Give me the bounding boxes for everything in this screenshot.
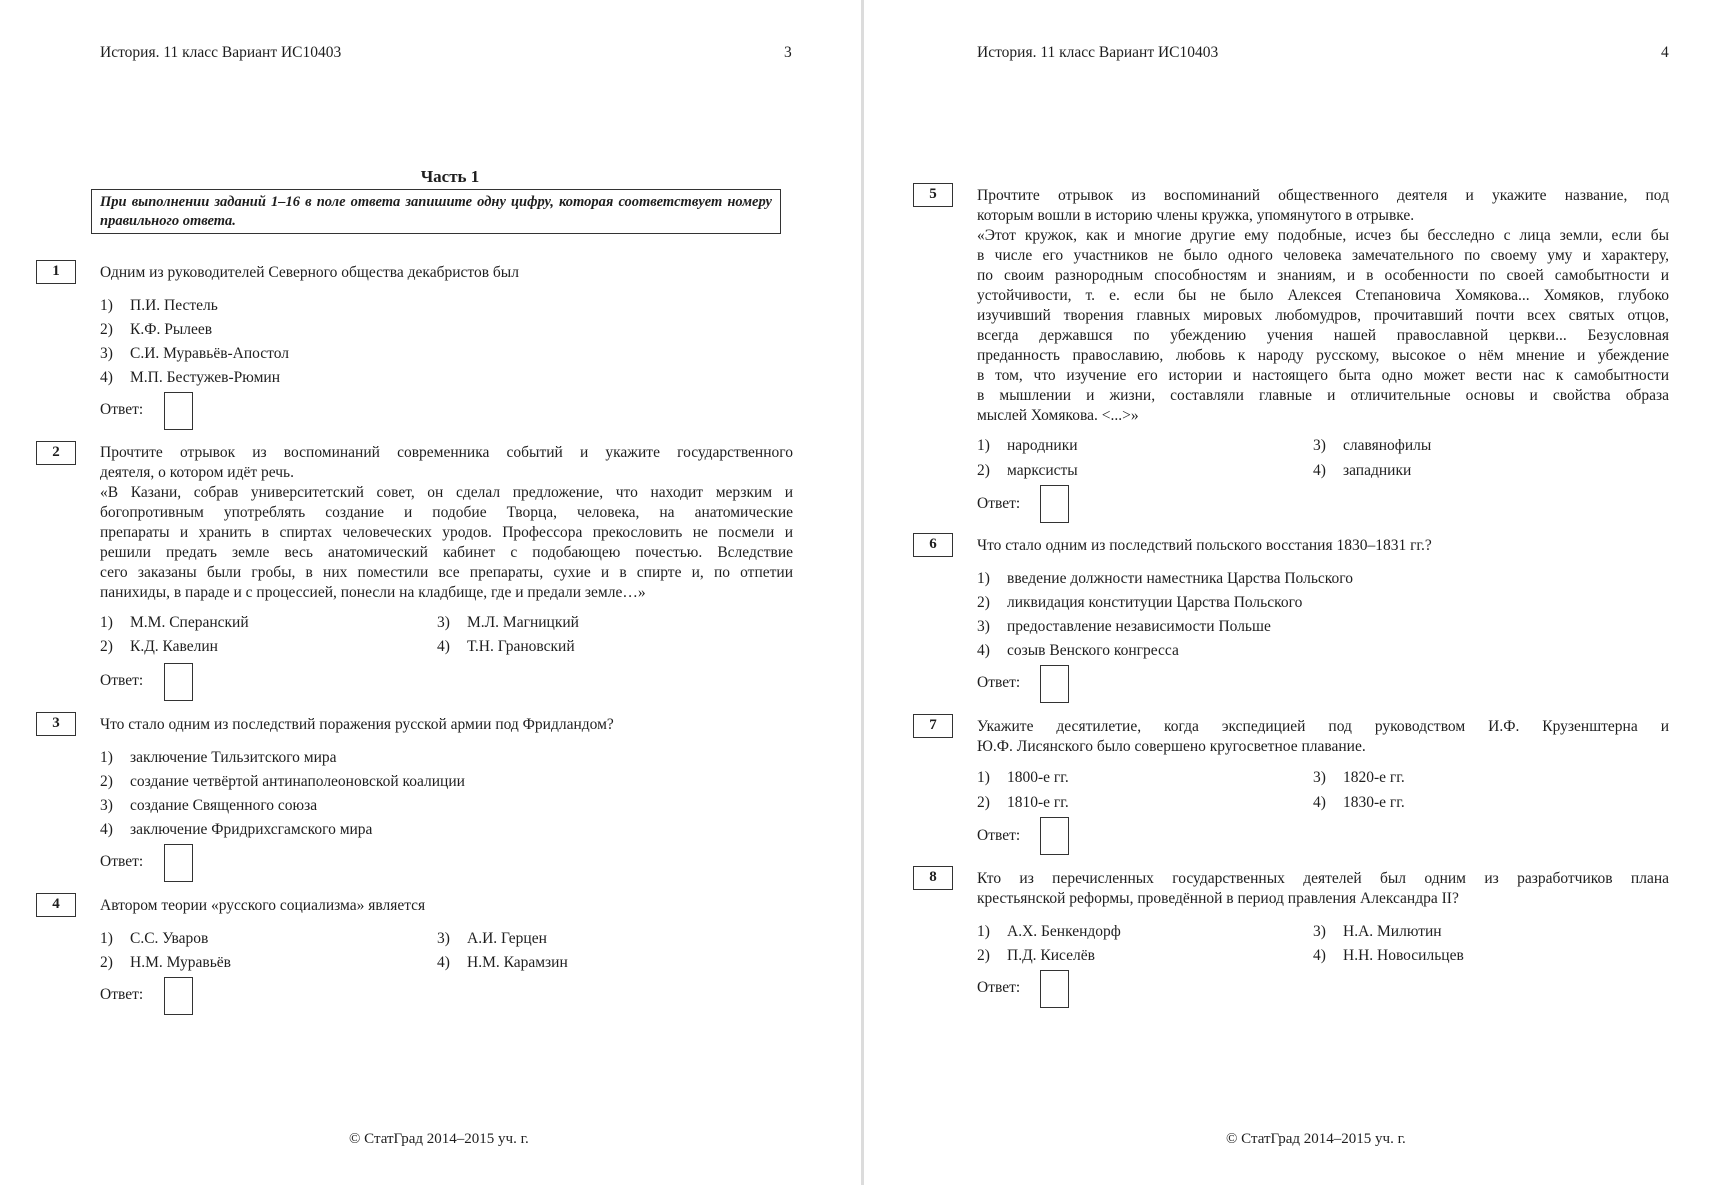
right-page-header: История. 11 класс Вариант ИС10403 bbox=[977, 44, 1219, 61]
q7-answer-box[interactable] bbox=[1040, 817, 1069, 855]
option-label: С.И. Муравьёв-Апостол bbox=[130, 345, 290, 362]
q1-answer-label: Ответ: bbox=[100, 401, 144, 418]
question-5-line: изучивший творения главных мировых любомудров, прочитавший почти всех святых отцов, bbox=[977, 307, 1669, 324]
q2-option-3[interactable] bbox=[437, 614, 579, 632]
q4-option-3[interactable] bbox=[437, 930, 547, 948]
option-number: 4) bbox=[437, 638, 450, 655]
option-number: 1) bbox=[100, 297, 113, 314]
q5-answer-box[interactable] bbox=[1040, 485, 1069, 523]
q2-option-2[interactable] bbox=[100, 638, 218, 656]
option-label: К.Ф. Рылеев bbox=[130, 321, 213, 338]
question-number-4: 4 bbox=[36, 893, 76, 917]
question-number-8: 8 bbox=[913, 866, 953, 890]
option-label: славянофилы bbox=[1343, 437, 1432, 454]
question-2-line: Прочтите отрывок из воспоминаний современника событий и укажите государственного bbox=[100, 444, 793, 461]
option-number: 3) bbox=[1313, 923, 1326, 940]
question-5-line: устойчивости, т. е. если бы не было Алексея Степановича Хомякова... Хомяков, глубоко bbox=[977, 287, 1669, 304]
question-5-line: Прочтите отрывок из воспоминаний общественного деятеля и укажите название, под bbox=[977, 187, 1669, 204]
option-number: 2) bbox=[977, 462, 990, 479]
q7-answer-label: Ответ: bbox=[977, 827, 1021, 844]
option-label: созыв Венского конгресса bbox=[1007, 642, 1179, 659]
question-5-line: которым вошли в историю члены кружка, упомянутого в отрывке. bbox=[977, 207, 1415, 224]
question-1-text bbox=[100, 263, 790, 283]
q8-answer-box[interactable] bbox=[1040, 970, 1069, 1008]
q6-option-2[interactable] bbox=[977, 594, 1302, 612]
option-label: марксисты bbox=[1007, 462, 1078, 479]
question-2-line: богопротивным употреблять создание и подобие Творца, человека, на анатомические bbox=[100, 504, 793, 521]
q4-answer-label: Ответ: bbox=[100, 986, 144, 1003]
question-number-5: 5 bbox=[913, 183, 953, 207]
instruction-box: При выполнении заданий 1–16 в поле ответа запишите одну цифру, которая соответствует номеру правильного ответа. bbox=[91, 189, 781, 234]
option-number: 3) bbox=[437, 930, 450, 947]
option-label: 1830-е гг. bbox=[1343, 794, 1405, 811]
q2-answer-box[interactable] bbox=[164, 663, 193, 701]
question-5-line: мыслей Хомякова. <...>» bbox=[977, 407, 1139, 424]
question-number-6: 6 bbox=[913, 533, 953, 557]
option-number: 1) bbox=[977, 570, 990, 587]
question-5-line: в мышлении и жизни, составляли главные и отличительные основы и свойства образа bbox=[977, 387, 1669, 404]
option-number: 1) bbox=[100, 749, 113, 766]
option-label: П.И. Пестель bbox=[130, 297, 218, 314]
option-number: 1) bbox=[100, 614, 113, 631]
q2-option-1[interactable] bbox=[100, 614, 249, 632]
q1-answer-box[interactable] bbox=[164, 392, 193, 430]
q3-option-3[interactable] bbox=[100, 797, 317, 815]
option-label: создание Священного союза bbox=[130, 797, 318, 814]
question-5-text bbox=[977, 186, 1669, 426]
q1-option-4[interactable] bbox=[100, 369, 280, 387]
question-1-line: Одним из руководителей Северного общества декабристов был bbox=[100, 264, 519, 281]
option-number: 4) bbox=[1313, 794, 1326, 811]
question-5-line: в числе его участников не было одного человека замечательного по своему уму и характеру, bbox=[977, 247, 1669, 264]
option-number: 4) bbox=[1313, 947, 1326, 964]
q3-option-1[interactable] bbox=[100, 749, 337, 767]
question-5-line: по своим разнородным способностям и знаниям, и в особенности по своей самобытности и bbox=[977, 267, 1669, 284]
question-6-line: Что стало одним из последствий польского восстания 1830–1831 гг.? bbox=[977, 537, 1432, 554]
option-number: 1) bbox=[977, 769, 990, 786]
option-label: 1820-е гг. bbox=[1343, 769, 1405, 786]
option-label: предоставление независимости Польше bbox=[1007, 618, 1271, 635]
q7-option-2[interactable] bbox=[977, 794, 1069, 812]
question-5-line: в том, что изучение его истории и настоящего быта одно может вести нас к самобытности bbox=[977, 367, 1669, 384]
question-5-line: преданность православию, любовь к народу русскому, высокое о нём мнение и убеждение bbox=[977, 347, 1669, 364]
q8-option-3[interactable] bbox=[1313, 923, 1442, 941]
q5-answer-label: Ответ: bbox=[977, 495, 1021, 512]
option-number: 4) bbox=[100, 369, 113, 386]
left-page-number: 3 bbox=[784, 44, 792, 61]
q6-answer-label: Ответ: bbox=[977, 674, 1021, 691]
option-number: 2) bbox=[100, 321, 113, 338]
q1-option-3[interactable] bbox=[100, 345, 289, 363]
question-7-line: Укажите десятилетие, когда экспедицией под руководством И.Ф. Крузенштерна и bbox=[977, 718, 1669, 735]
option-number: 2) bbox=[977, 794, 990, 811]
q7-option-3[interactable] bbox=[1313, 769, 1405, 787]
option-label: К.Д. Кавелин bbox=[130, 638, 218, 655]
option-label: Н.Н. Новосильцев bbox=[1343, 947, 1464, 964]
q4-answer-box[interactable] bbox=[164, 977, 193, 1015]
option-label: заключение Фридрихсгамского мира bbox=[130, 821, 373, 838]
q6-option-1[interactable] bbox=[977, 570, 1353, 588]
option-number: 2) bbox=[977, 594, 990, 611]
option-label: Н.М. Муравьёв bbox=[130, 954, 231, 971]
option-label: Н.А. Милютин bbox=[1343, 923, 1442, 940]
q1-option-1[interactable] bbox=[100, 297, 218, 315]
question-4-line: Автором теории «русского социализма» является bbox=[100, 897, 426, 914]
q4-option-2[interactable] bbox=[100, 954, 231, 972]
q3-option-4[interactable] bbox=[100, 821, 372, 839]
question-3-line: Что стало одним из последствий поражения русской армии под Фридландом? bbox=[100, 716, 614, 733]
option-label: народники bbox=[1007, 437, 1078, 454]
q4-option-1[interactable] bbox=[100, 930, 208, 948]
q8-option-2[interactable] bbox=[977, 947, 1095, 965]
option-label: создание четвёртой антинаполеоновской коалиции bbox=[130, 773, 465, 790]
right-page-footer: © СтатГрад 2014–2015 уч. г. bbox=[1226, 1131, 1406, 1147]
q7-option-1[interactable] bbox=[977, 769, 1069, 787]
option-number: 1) bbox=[977, 437, 990, 454]
option-label: заключение Тильзитского мира bbox=[130, 749, 337, 766]
option-number: 3) bbox=[437, 614, 450, 631]
question-2-line: решили предать земле весь анатомический кабинет с подобающею почестью. Вследствие bbox=[100, 544, 793, 561]
question-3-text bbox=[100, 715, 790, 735]
q8-answer-label: Ответ: bbox=[977, 979, 1021, 996]
option-number: 1) bbox=[977, 923, 990, 940]
q6-answer-box[interactable] bbox=[1040, 665, 1069, 703]
option-label: Т.Н. Грановский bbox=[467, 638, 575, 655]
option-number: 2) bbox=[100, 773, 113, 790]
question-5-line: «Этот кружок, как и многие другие ему подобные, исчез бы бесследно с лица земли, если бы bbox=[977, 227, 1669, 244]
q5-option-3[interactable] bbox=[1313, 437, 1431, 455]
option-number: 2) bbox=[100, 638, 113, 655]
option-number: 4) bbox=[977, 642, 990, 659]
option-label: А.И. Герцен bbox=[467, 930, 547, 947]
option-label: А.Х. Бенкендорф bbox=[1007, 923, 1121, 940]
page-divider bbox=[861, 0, 864, 1185]
q3-option-2[interactable] bbox=[100, 773, 465, 791]
option-label: 1800-е гг. bbox=[1007, 769, 1069, 786]
q2-answer-label: Ответ: bbox=[100, 672, 144, 689]
option-label: западники bbox=[1343, 462, 1412, 479]
question-2-line: препараты и хранить в спиртах человеческих уродов. Профессора прекословить не посмели и bbox=[100, 524, 793, 541]
q5-option-4[interactable] bbox=[1313, 462, 1411, 480]
option-number: 3) bbox=[1313, 769, 1326, 786]
question-number-2: 2 bbox=[36, 441, 76, 465]
question-2-line: «В Казани, собрав университетский совет, он сделал предложение, что находит мерзким и bbox=[100, 484, 793, 501]
option-number: 2) bbox=[977, 947, 990, 964]
question-8-line: Кто из перечисленных государственных деятелей был одним из разработчиков плана bbox=[977, 870, 1669, 887]
option-number: 4) bbox=[1313, 462, 1326, 479]
option-label: Н.М. Карамзин bbox=[467, 954, 568, 971]
question-number-1: 1 bbox=[36, 260, 76, 284]
part-title: Часть 1 bbox=[420, 167, 480, 186]
q7-option-4[interactable] bbox=[1313, 794, 1405, 812]
question-8-text bbox=[977, 869, 1669, 909]
option-label: М.П. Бестужев-Рюмин bbox=[130, 369, 281, 386]
option-label: введение должности наместника Царства Польского bbox=[1007, 570, 1353, 587]
question-8-line: крестьянской реформы, проведённой в период правления Александра II? bbox=[977, 890, 1459, 907]
option-number: 1) bbox=[100, 930, 113, 947]
q5-option-1[interactable] bbox=[977, 437, 1078, 455]
q3-answer-label: Ответ: bbox=[100, 853, 144, 870]
option-label: М.Л. Магницкий bbox=[467, 614, 579, 631]
option-label: 1810-е гг. bbox=[1007, 794, 1069, 811]
q5-option-2[interactable] bbox=[977, 462, 1078, 480]
option-number: 3) bbox=[100, 345, 113, 362]
q8-option-4[interactable] bbox=[1313, 947, 1464, 965]
q3-answer-box[interactable] bbox=[164, 844, 193, 882]
option-number: 3) bbox=[100, 797, 113, 814]
question-7-text bbox=[977, 717, 1669, 757]
question-2-text bbox=[100, 443, 793, 603]
option-label: С.С. Уваров bbox=[130, 930, 209, 947]
left-page-footer: © СтатГрад 2014–2015 уч. г. bbox=[349, 1131, 529, 1147]
question-2-line: панихиды, в параде и с процессией, понесли на кладбище, где и предали земле…» bbox=[100, 584, 646, 601]
question-number-3: 3 bbox=[36, 712, 76, 736]
option-number: 4) bbox=[100, 821, 113, 838]
option-number: 2) bbox=[100, 954, 113, 971]
question-2-line: деятеля, о котором идёт речь. bbox=[100, 464, 294, 481]
q8-option-1[interactable] bbox=[977, 923, 1121, 941]
question-6-text bbox=[977, 536, 1669, 556]
q4-option-4[interactable] bbox=[437, 954, 568, 972]
option-number: 4) bbox=[437, 954, 450, 971]
option-number: 3) bbox=[1313, 437, 1326, 454]
q6-option-3[interactable] bbox=[977, 618, 1271, 636]
option-label: ликвидация конституции Царства Польского bbox=[1007, 594, 1303, 611]
question-2-line: сего заказаны были гробы, в них поместили все препараты, сухие и в спирте и, по отпетии bbox=[100, 564, 793, 581]
right-page-number: 4 bbox=[1661, 44, 1669, 61]
option-label: П.Д. Киселёв bbox=[1007, 947, 1095, 964]
question-number-7: 7 bbox=[913, 714, 953, 738]
q1-option-2[interactable] bbox=[100, 321, 212, 339]
q6-option-4[interactable] bbox=[977, 642, 1179, 660]
left-page-header: История. 11 класс Вариант ИС10403 bbox=[100, 44, 342, 61]
option-label: М.М. Сперанский bbox=[130, 614, 249, 631]
question-7-line: Ю.Ф. Лисянского было совершено кругосветное плавание. bbox=[977, 738, 1366, 755]
option-number: 3) bbox=[977, 618, 990, 635]
question-5-line: всегда державшся по убеждению учения нашей православной церкви... Безусловная bbox=[977, 327, 1669, 344]
question-4-text bbox=[100, 896, 790, 916]
q2-option-4[interactable] bbox=[437, 638, 575, 656]
